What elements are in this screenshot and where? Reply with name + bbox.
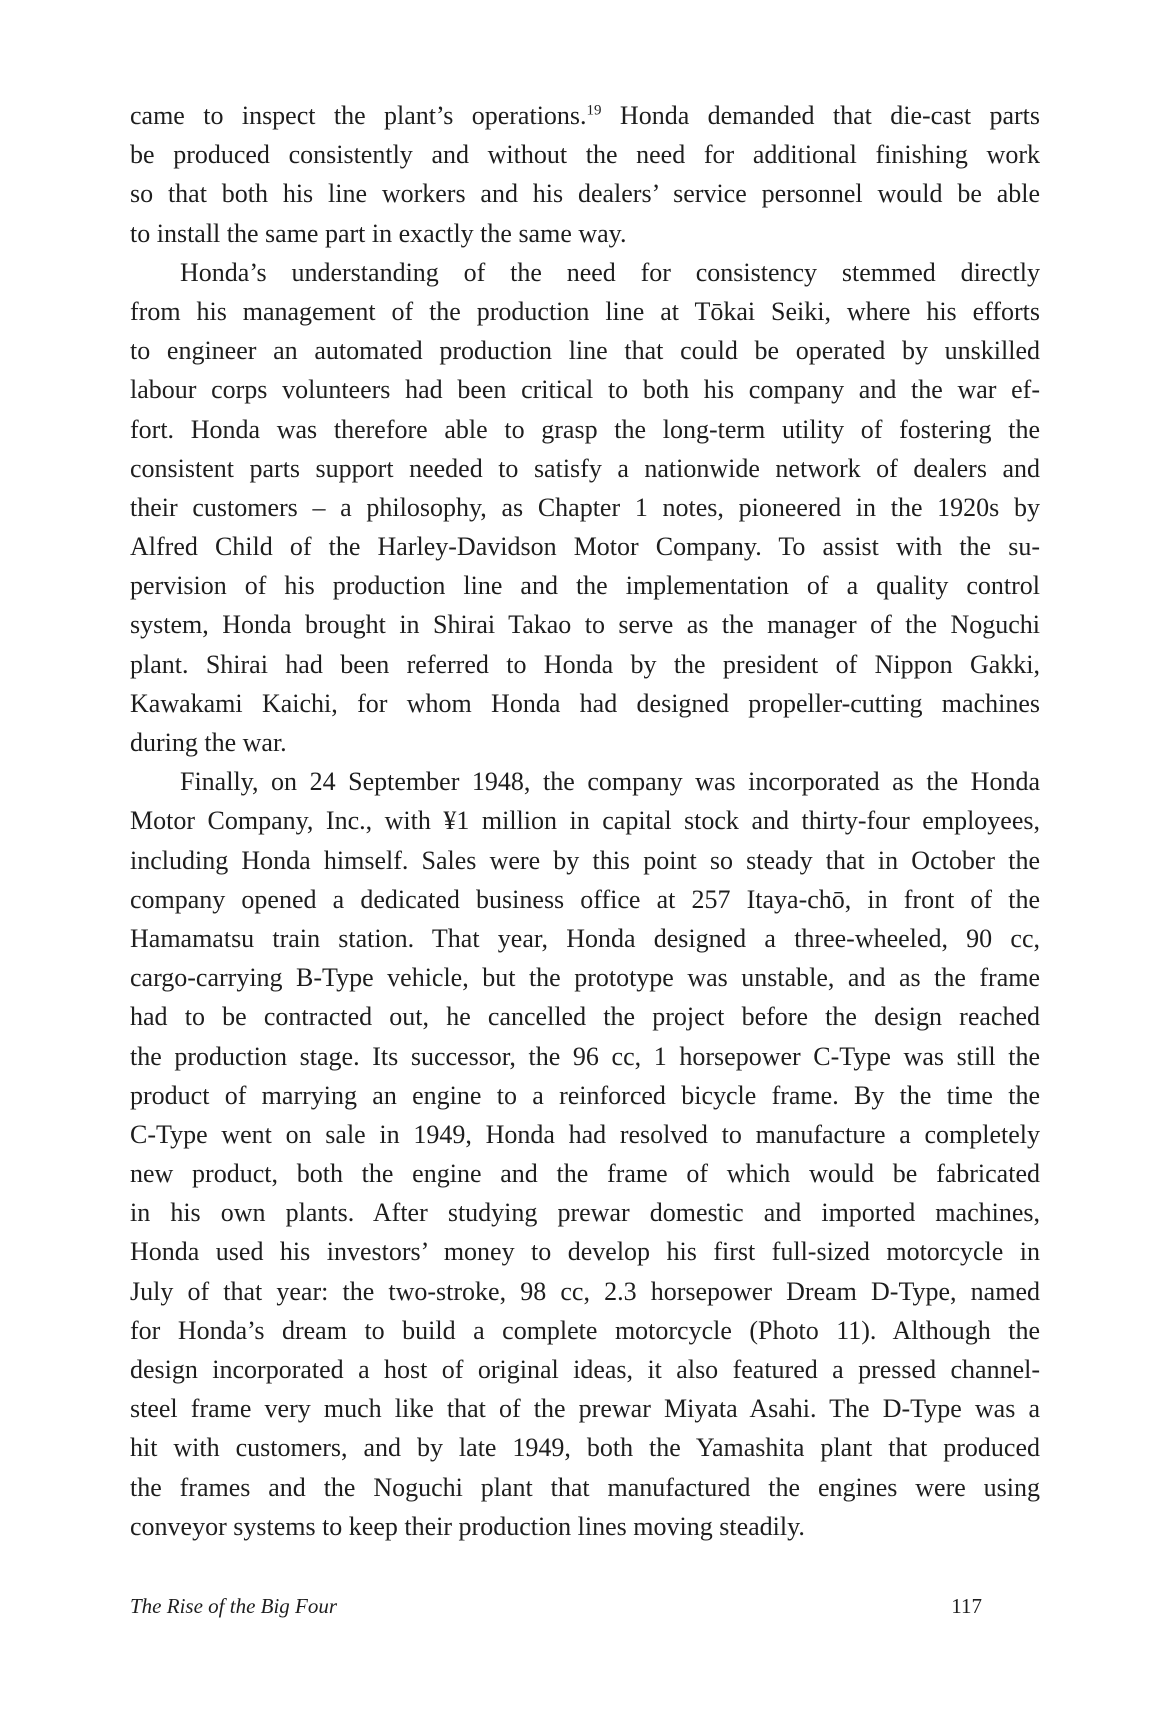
text-line-content: came to inspect the plant’s operations. — [130, 101, 587, 130]
paragraph-1 — [130, 96, 1040, 253]
text-line: company opened a dedicated business office at 257 Itaya-chō, in front of the — [130, 884, 1040, 914]
page-footer — [130, 1594, 982, 1624]
text-line: design incorporated a host of original ideas, it also featured a pressed channel- — [130, 1355, 1040, 1384]
text-line: including Honda himself. Sales were by this point so steady that in October the — [130, 845, 1040, 875]
body-text — [130, 96, 1040, 1546]
text-line: the production stage. Its successor, the 96 cc, 1 horsepower C-Type was still the — [130, 1041, 1040, 1071]
text-line: be produced consistently and without the need for additional finishing work — [130, 140, 1040, 170]
text-line: Honda used his investors’ money to develop his first full-sized motorcycle in — [130, 1237, 1040, 1267]
text-line: system, Honda brought in Shirai Takao to serve as the manager of the Noguchi — [130, 610, 1040, 640]
text-line: new product, both the engine and the frame of which would be fabricated — [130, 1159, 1040, 1189]
text-line: fort. Honda was therefore able to grasp the long-term utility of fostering the — [130, 414, 1040, 444]
text-line: in his own plants. After studying prewar domestic and imported machines, — [130, 1198, 1040, 1228]
text-line: conveyor systems to keep their production lines moving steadily. — [130, 1511, 805, 1541]
text-line: so that both his line workers and his dealers’ service personnel would be able — [130, 179, 1040, 209]
text-line: from his management of the production line at Tōkai Seiki, where his efforts — [130, 296, 1040, 326]
text-line: C-Type went on sale in 1949, Honda had resolved to manufacture a completely — [130, 1119, 1040, 1149]
page-number: 117 — [951, 1594, 982, 1618]
text-line: Finally, on 24 September 1948, the company was incorporated as the Honda — [180, 767, 1040, 797]
text-line — [130, 96, 1040, 135]
text-line: hit with customers, and by late 1949, both the Yamashita plant that produced — [130, 1433, 1040, 1463]
running-title: The Rise of the Big Four — [130, 1594, 338, 1618]
text-line: to install the same part in exactly the same way. — [130, 218, 627, 248]
text-line: had to be contracted out, he cancelled the project before the design reached — [130, 1002, 1040, 1032]
text-line-content: Honda demanded that die-cast parts — [601, 101, 1041, 130]
text-line: July of that year: the two-stroke, 98 cc, 2.3 horsepower Dream D-Type, named — [130, 1276, 1040, 1306]
text-line: the frames and the Noguchi plant that manufactured the engines were using — [130, 1472, 1040, 1502]
text-line: cargo-carrying B-Type vehicle, but the prototype was unstable, and as the frame — [130, 963, 1040, 993]
text-line: plant. Shirai had been referred to Honda by the president of Nippon Gakki, — [130, 649, 1040, 679]
paragraph-3 — [130, 762, 1040, 1546]
text-line: Honda’s understanding of the need for consistency stemmed directly — [180, 257, 1040, 287]
text-line: labour corps volunteers had been critical to both his company and the war ef- — [130, 375, 1040, 405]
text-line: Hamamatsu train station. That year, Honda designed a three-wheeled, 90 cc, — [130, 923, 1040, 953]
paragraph-2 — [130, 253, 1040, 762]
text-line: Kawakami Kaichi, for whom Honda had designed propeller-cutting machines — [130, 688, 1040, 718]
text-line: product of marrying an engine to a reinforced bicycle frame. By the time the — [130, 1080, 1040, 1110]
text-line: Alfred Child of the Harley-Davidson Motor Company. To assist with the su- — [130, 532, 1040, 562]
text-line: Motor Company, Inc., with ¥1 million in capital stock and thirty-four employees, — [130, 806, 1040, 836]
text-line: to engineer an automated production line that could be operated by unskilled — [130, 336, 1040, 366]
text-line: steel frame very much like that of the prewar Miyata Asahi. The D-Type was a — [130, 1394, 1040, 1424]
text-line: for Honda’s dream to build a complete motorcycle (Photo 11). Although the — [130, 1315, 1040, 1345]
text-line: consistent parts support needed to satisfy a nationwide network of dealers and — [130, 453, 1040, 483]
text-line: during the war. — [130, 728, 287, 757]
footnote-marker[interactable]: 19 — [586, 102, 602, 119]
text-line: pervision of his production line and the implementation of a quality control — [130, 571, 1040, 601]
text-line: their customers – a philosophy, as Chapter 1 notes, pioneered in the 1920s by — [130, 492, 1040, 522]
